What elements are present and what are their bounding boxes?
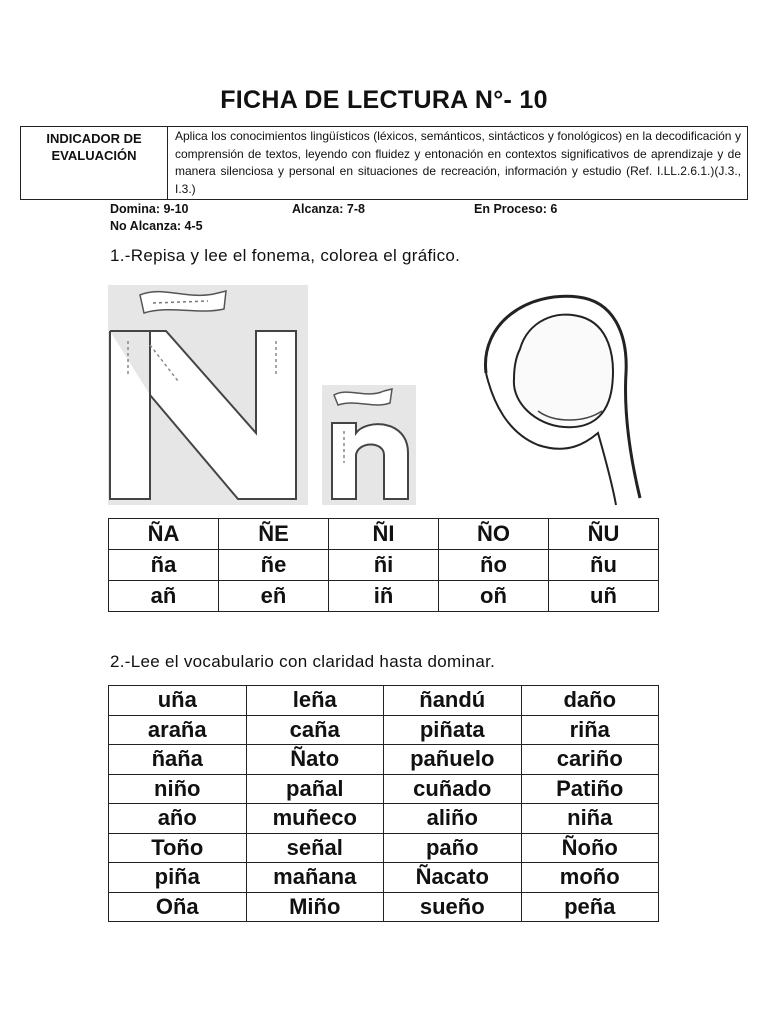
- instruction-1: 1.-Repisa y lee el fonema, colorea el gráfico.: [110, 246, 461, 265]
- vocabulary-word: señal: [246, 833, 384, 863]
- vocabulary-row: [109, 686, 659, 716]
- vocabulary-word: ñaña: [109, 745, 247, 775]
- vocabulary-word: paño: [384, 833, 522, 863]
- syllable-cell: ña: [109, 550, 219, 581]
- vocabulary-word: piñata: [384, 715, 522, 745]
- vocabulary-row: [109, 892, 659, 922]
- vocabulary-row: [109, 833, 659, 863]
- syllable-row: [109, 550, 659, 581]
- vocabulary-word: piña: [109, 863, 247, 893]
- vocabulary-word: Toño: [109, 833, 247, 863]
- vocabulary-word: araña: [109, 715, 247, 745]
- vocabulary-row: [109, 745, 659, 775]
- indicator-label-line2: EVALUACIÓN: [51, 148, 137, 163]
- vocabulary-word: Ñoño: [521, 833, 659, 863]
- indicator-label: [21, 127, 168, 199]
- vocabulary-word: pañal: [246, 774, 384, 804]
- vocabulary-word: sueño: [384, 892, 522, 922]
- syllable-row: [109, 581, 659, 612]
- vocabulary-word: año: [109, 804, 247, 834]
- vocabulary-word: muñeco: [246, 804, 384, 834]
- vocabulary-row: [109, 715, 659, 745]
- syllable-cell: ÑO: [439, 519, 549, 550]
- syllable-cell: ÑE: [219, 519, 329, 550]
- vocabulary-word: cariño: [521, 745, 659, 775]
- letter-and-nail-illustration: [108, 283, 668, 508]
- syllable-cell: eñ: [219, 581, 329, 612]
- vocabulary-word: Oña: [109, 892, 247, 922]
- instruction-2: 2.-Lee el vocabulario con claridad hasta dominar.: [110, 652, 496, 671]
- vocabulary-word: pañuelo: [384, 745, 522, 775]
- vocabulary-word: Ñato: [246, 745, 384, 775]
- syllable-table: [108, 518, 659, 612]
- scale-en-proceso: En Proceso: 6: [474, 202, 558, 216]
- vocabulary-row: [109, 804, 659, 834]
- vocabulary-row: [109, 863, 659, 893]
- vocabulary-word: riña: [521, 715, 659, 745]
- nail-shape: [514, 315, 613, 428]
- vocabulary-word: Miño: [246, 892, 384, 922]
- vocabulary-word: daño: [521, 686, 659, 716]
- syllable-cell: ñu: [549, 550, 659, 581]
- evaluation-indicator-box: [20, 126, 748, 200]
- syllable-cell: oñ: [439, 581, 549, 612]
- vocabulary-word: peña: [521, 892, 659, 922]
- syllable-cell: ÑA: [109, 519, 219, 550]
- vocabulary-table: [108, 685, 659, 922]
- vocabulary-word: mañana: [246, 863, 384, 893]
- indicator-text: Aplica los conocimientos lingüísticos (léxicos, semánticos, sintácticos y fonológicos) en la decodificación y comprensión de textos, leyendo con fluidez y entonación en contextos significativos de aprendizaje y de manera silenciosa y personal en situaciones de recreación, información y estudio (Ref. I.LL.2.6.1.)(J.3., I.3.): [175, 129, 741, 196]
- vocabulary-word: Ñacato: [384, 863, 522, 893]
- syllable-cell: uñ: [549, 581, 659, 612]
- scale-no-alcanza: No Alcanza: 4-5: [110, 219, 203, 233]
- scale-alcanza: Alcanza: 7-8: [292, 202, 365, 216]
- vocabulary-word: niña: [521, 804, 659, 834]
- vocabulary-word: ñandú: [384, 686, 522, 716]
- syllable-cell: ÑU: [549, 519, 659, 550]
- syllable-row: [109, 519, 659, 550]
- syllable-cell: ÑI: [329, 519, 439, 550]
- scale-domina: Domina: 9-10: [110, 202, 189, 216]
- vocabulary-row: [109, 774, 659, 804]
- syllable-cell: ño: [439, 550, 549, 581]
- grading-scale: [110, 201, 710, 235]
- vocabulary-word: uña: [109, 686, 247, 716]
- vocabulary-word: caña: [246, 715, 384, 745]
- vocabulary-word: niño: [109, 774, 247, 804]
- syllable-cell: ñi: [329, 550, 439, 581]
- vocabulary-word: moño: [521, 863, 659, 893]
- page-title: FICHA DE LECTURA N°- 10: [220, 86, 548, 114]
- syllable-cell: ñe: [219, 550, 329, 581]
- indicator-label-line1: INDICADOR DE: [46, 131, 142, 146]
- syllable-cell: añ: [109, 581, 219, 612]
- vocabulary-word: Patiño: [521, 774, 659, 804]
- vocabulary-word: aliño: [384, 804, 522, 834]
- vocabulary-word: leña: [246, 686, 384, 716]
- vocabulary-word: cuñado: [384, 774, 522, 804]
- syllable-cell: iñ: [329, 581, 439, 612]
